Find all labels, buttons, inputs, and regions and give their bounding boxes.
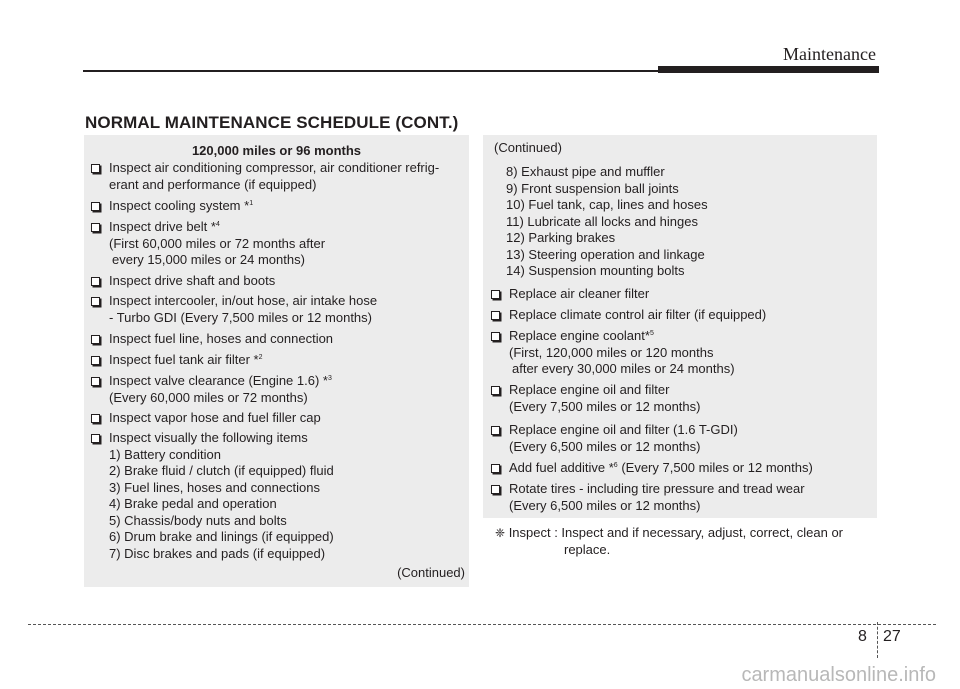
- checkbox-icon: [91, 377, 100, 386]
- item-subline: after every 30,000 miles or 24 months): [512, 361, 735, 376]
- footnote-ref: 1: [249, 200, 254, 207]
- item-text: Add fuel additive *: [509, 460, 614, 475]
- list-item: [91, 198, 253, 215]
- footnote-ref: 6: [613, 462, 618, 469]
- note-line: Inspect : Inspect and if necessary, adjust, correct, clean or: [508, 525, 843, 540]
- item-line: Inspect air conditioning compressor, air conditioner refrig-: [109, 160, 440, 175]
- item-subline: 3) Fuel lines, hoses and connections: [109, 479, 321, 495]
- item-text: Inspect valve clearance (Engine 1.6) *: [109, 373, 328, 388]
- item-subline: (Every 60,000 miles or 72 months): [109, 389, 308, 405]
- item-subline: 1) Battery condition: [109, 446, 222, 462]
- list-item: 14) Suspension mounting bolts: [506, 263, 685, 278]
- chapter-number: 8: [858, 628, 867, 645]
- item-subline: (Every 6,500 miles or 12 months): [509, 438, 701, 454]
- list-item: [91, 160, 439, 193]
- item-text: Inspect drive belt *: [109, 219, 216, 234]
- panel-heading: 120,000 miles or 96 months: [191, 143, 362, 158]
- page-header-title: Maintenance: [783, 44, 876, 64]
- footnote-ref: 2: [258, 354, 263, 361]
- checkbox-icon: [491, 426, 500, 435]
- item-subline: 2) Brake fluid / clutch (if equipped) fluid: [109, 463, 334, 478]
- item-subline: (First 60,000 miles or 72 months after: [109, 235, 326, 251]
- item-subline: 5) Chassis/body nuts and bolts: [109, 512, 287, 528]
- list-item: [91, 373, 332, 406]
- item-subline: 6) Drum brake and linings (if equipped): [109, 529, 334, 544]
- item-subline: (Every 7,500 miles or 12 months): [509, 398, 701, 414]
- section-title: NORMAL MAINTENANCE SCHEDULE (CONT.): [85, 113, 459, 132]
- list-item: [491, 460, 813, 477]
- item-subline: every 15,000 miles or 24 months): [112, 252, 305, 267]
- footnote-ref: 5: [649, 330, 654, 337]
- checkbox-icon: [491, 290, 500, 299]
- list-item: 9) Front suspension ball joints: [506, 180, 679, 196]
- header-bar: [658, 66, 879, 73]
- list-item: 13) Steering operation and linkage: [506, 246, 705, 262]
- continued-label: (Continued): [494, 140, 562, 155]
- item-subline: - Turbo GDI (Every 7,500 miles or 12 months): [109, 309, 372, 325]
- list-item: 11) Lubricate all locks and hinges: [506, 213, 698, 229]
- header-rule: [83, 70, 663, 72]
- note-line: replace.: [564, 542, 611, 557]
- checkbox-icon: [491, 311, 500, 320]
- right-panel: [483, 135, 877, 518]
- item-text: Inspect fuel line, hoses and connection: [109, 331, 334, 346]
- item-subline: (Every 6,500 miles or 12 months): [509, 497, 701, 513]
- item-subline: (First, 120,000 miles or 120 months: [509, 344, 714, 360]
- page-number: 27: [883, 628, 901, 645]
- item-subline: 7) Disc brakes and pads (if equipped): [109, 545, 326, 561]
- checkbox-icon: [91, 335, 100, 344]
- list-item: [491, 481, 805, 514]
- list-item: [491, 422, 738, 455]
- note-symbol-icon: ❈: [495, 526, 506, 540]
- checkbox-icon: [91, 356, 100, 365]
- watermark: carmanualsonline.info: [741, 664, 936, 686]
- inspect-note: [495, 525, 843, 542]
- item-text: Replace engine oil and filter: [509, 382, 670, 397]
- left-panel: [84, 135, 469, 587]
- list-item: [91, 273, 275, 290]
- list-item: 12) Parking brakes: [506, 230, 616, 245]
- item-text: Inspect visually the following items: [109, 430, 308, 445]
- checkbox-icon: [91, 434, 100, 443]
- continued-label: (Continued): [397, 565, 465, 580]
- checkbox-icon: [91, 414, 100, 423]
- checkbox-icon: [491, 332, 500, 341]
- list-item: [91, 410, 321, 427]
- checkbox-icon: [491, 485, 500, 494]
- list-item: [91, 219, 325, 269]
- checkbox-icon: [91, 277, 100, 286]
- list-item: [491, 382, 700, 415]
- numbered-list: [506, 164, 708, 280]
- list-item: 10) Fuel tank, cap, lines and hoses: [506, 197, 708, 212]
- checkbox-icon: [91, 164, 100, 173]
- item-text: Inspect vapor hose and fuel filler cap: [109, 410, 321, 425]
- item-text-after: (Every 7,500 miles or 12 months): [617, 460, 813, 475]
- item-text: Replace climate control air filter (if equipped): [509, 307, 767, 322]
- item-text: Inspect intercooler, in/out hose, air intake hose: [109, 293, 378, 308]
- footer-rule: [28, 624, 936, 625]
- checkbox-icon: [91, 297, 100, 306]
- item-text: Inspect fuel tank air filter *: [109, 352, 259, 367]
- item-line: erant and performance (if equipped): [109, 176, 317, 192]
- item-text: Replace air cleaner filter: [509, 286, 650, 301]
- checkbox-icon: [491, 386, 500, 395]
- checkbox-icon: [491, 464, 500, 473]
- list-item: [91, 293, 377, 326]
- item-subline: 4) Brake pedal and operation: [109, 496, 277, 511]
- list-item: [91, 331, 333, 348]
- item-text: Replace engine coolant*: [509, 328, 650, 343]
- list-item: [491, 328, 735, 378]
- item-text: Inspect drive shaft and boots: [109, 273, 276, 288]
- list-item: [91, 352, 262, 369]
- list-item: [491, 307, 766, 324]
- checkbox-icon: [91, 223, 100, 232]
- footnote-ref: 4: [215, 221, 220, 228]
- checkbox-icon: [91, 202, 100, 211]
- footnote-ref: 3: [327, 375, 332, 382]
- footer-divider: [877, 622, 878, 658]
- item-text: Replace engine oil and filter (1.6 T-GDI): [509, 422, 738, 437]
- item-text: Rotate tires - including tire pressure and tread wear: [509, 481, 805, 496]
- list-item: 8) Exhaust pipe and muffler: [506, 164, 665, 179]
- list-item: [91, 430, 334, 562]
- list-item: [491, 286, 649, 303]
- item-text: Inspect cooling system *: [109, 198, 250, 213]
